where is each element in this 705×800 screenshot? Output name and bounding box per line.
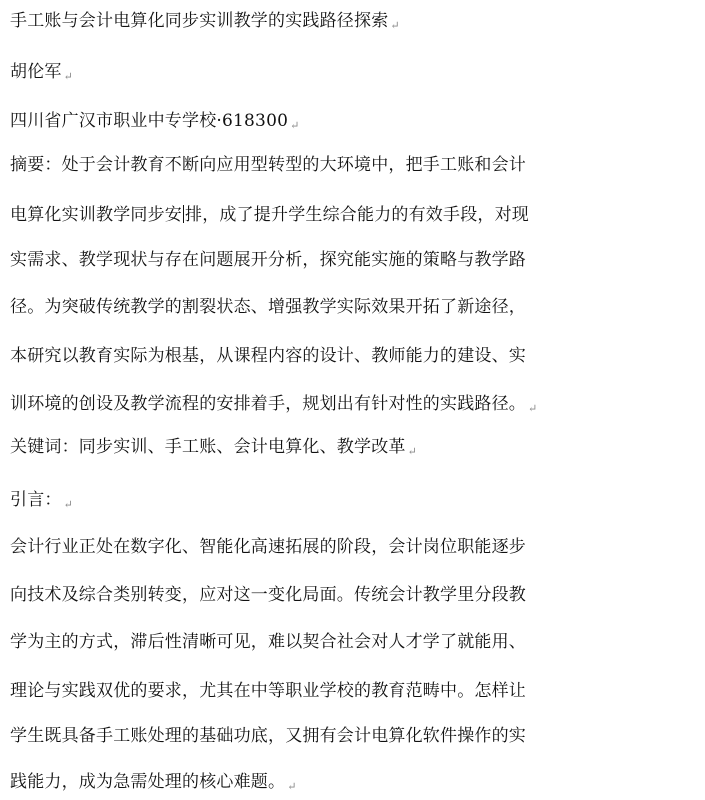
intro-line: 理论与实践双优的要求，尤其在中等职业学校的教育范畴中。怎样让 [10,681,526,701]
intro-line: 学生既具备手工账处理的基础功底，又拥有会计电算化软件操作的实 [10,726,526,746]
paragraph-mark-icon: ↵ [407,445,418,458]
paragraph-mark-icon: ↵ [63,498,74,511]
author-affiliation: 四川省广汉市职业中专学校·618300 ↵ [10,111,300,132]
abstract-line: 训环境的创设及教学流程的安排着手，规划出有针对性的实践路径。 ↵ [10,394,538,415]
abstract-line: 电算化实训教学同步安 排，成了提升学生综合能力的有效手段，对现 [10,205,529,225]
paragraph-mark-icon: ↵ [287,780,297,793]
paragraph-mark-icon: ↵ [528,402,538,415]
intro-heading: 引言： ↵ [10,490,74,511]
paragraph-mark-icon: ↵ [290,119,300,132]
abstract-line: 摘要：处于会计教育不断向应用型转型的大环境中，把手工账和会计 [10,155,526,175]
abstract-line: 实需求、教学现状与存在问题展开分析，探究能实施的策略与教学路 [10,250,526,270]
document-title: 手工账与会计电算化同步实训教学的实践路径探索 ↵ [10,11,400,32]
keywords-line: 关键词：同步实训、手工账、会计电算化、教学改革 ↵ [10,437,418,458]
paragraph-mark-icon: ↵ [390,19,400,32]
intro-line: 践能力，成为急需处理的核心难题。 ↵ [10,772,297,793]
text-cursor [183,205,184,223]
paragraph-mark-icon: ↵ [63,70,74,83]
abstract-line: 径。为突破传统教学的割裂状态、增强教学实际效果开拓了新途径， [10,297,526,317]
abstract-line: 本研究以教育实际为根基，从课程内容的设计、教师能力的建设、实 [10,346,526,366]
intro-line: 向技术及综合类别转变，应对这一变化局面。传统会计教学里分段教 [10,585,526,605]
intro-line: 学为主的方式，滞后性清晰可见，难以契合社会对人才学了就能用、 [10,632,526,652]
intro-line: 会计行业正处在数字化、智能化高速拓展的阶段，会计岗位职能逐步 [10,537,526,557]
author-name: 胡伦军 ↵ [10,62,74,83]
